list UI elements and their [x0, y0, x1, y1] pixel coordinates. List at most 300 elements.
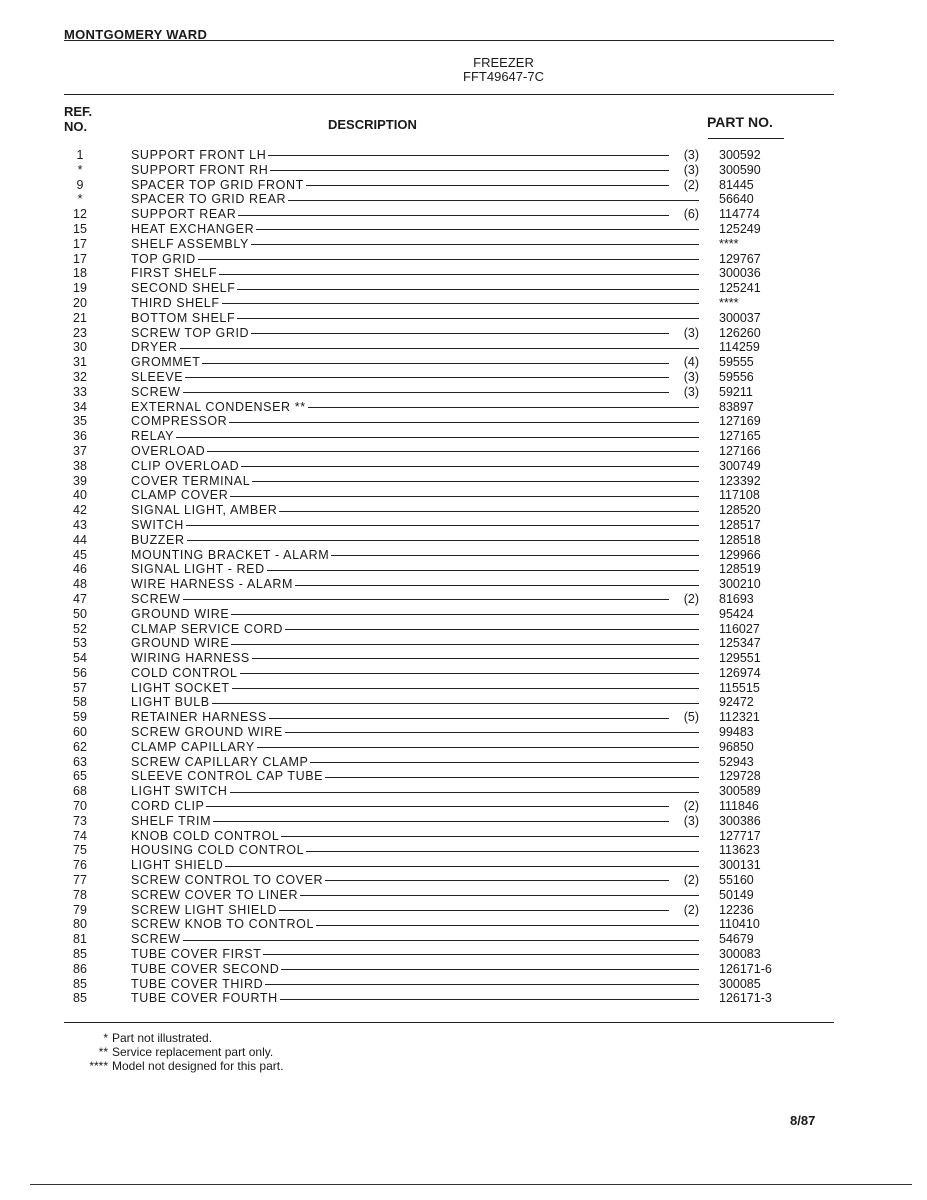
leader-line	[207, 451, 699, 452]
leader-line	[225, 866, 699, 867]
quantity: (4)	[669, 355, 699, 370]
part-number: 128517	[719, 517, 761, 532]
description-cell	[131, 932, 699, 947]
part-number: 300037	[719, 310, 761, 325]
part-number: 81445	[719, 177, 754, 192]
quantity: (3)	[669, 385, 699, 400]
part-number: 59556	[719, 369, 754, 384]
ref-number: 12	[73, 207, 87, 222]
description-cell	[131, 148, 699, 163]
table-row	[64, 252, 794, 267]
leader-line	[230, 792, 699, 793]
quantity: (2)	[669, 873, 699, 888]
table-row	[64, 414, 794, 429]
part-number: 300592	[719, 148, 761, 162]
table-row	[64, 843, 794, 858]
ref-number: 43	[73, 517, 87, 532]
part-description: GROUND WIRE	[131, 636, 230, 651]
leader-line	[231, 644, 699, 645]
ref-number: 60	[73, 725, 87, 740]
part-number: 116027	[719, 621, 760, 636]
table-row	[64, 799, 794, 814]
part-description: SUPPORT REAR	[131, 207, 237, 222]
part-description: SCREW COVER TO LINER	[131, 887, 299, 902]
description-cell	[131, 266, 699, 281]
quantity: (2)	[669, 178, 699, 193]
leader-line	[256, 229, 699, 230]
table-row	[64, 355, 794, 370]
part-number: 115515	[719, 680, 760, 695]
description-cell	[131, 947, 699, 962]
part-number: 128518	[719, 532, 761, 547]
part-number: 126171-6	[719, 961, 772, 976]
leader-line	[306, 185, 699, 186]
column-header-part-no: PART NO.	[707, 114, 773, 130]
description-cell	[131, 607, 699, 622]
description-cell	[131, 488, 699, 503]
ref-number: 37	[73, 443, 87, 458]
leader-line	[331, 555, 699, 556]
part-description: DRYER	[131, 340, 178, 355]
description-cell	[131, 355, 699, 370]
ref-number: 40	[73, 488, 87, 503]
description-cell	[131, 784, 699, 799]
description-cell	[131, 207, 699, 222]
part-description: SIGNAL LIGHT - RED	[131, 562, 265, 577]
leader-line	[263, 954, 699, 955]
description-cell	[131, 474, 699, 489]
ref-number: 17	[73, 236, 87, 251]
part-description: COVER TERMINAL	[131, 473, 251, 488]
ref-number: 20	[73, 295, 87, 310]
part-number: 59555	[719, 355, 754, 370]
ref-number: 44	[73, 532, 87, 547]
ref-number: 33	[73, 384, 87, 399]
leader-line	[308, 407, 699, 408]
ref-number: 45	[73, 547, 87, 562]
part-description: CLMAP SERVICE CORD	[131, 621, 284, 636]
table-row	[64, 562, 794, 577]
table-row	[64, 636, 794, 651]
part-number: 83897	[719, 399, 754, 414]
part-description: COLD CONTROL	[131, 665, 238, 680]
leader-line	[240, 673, 699, 674]
table-row	[64, 873, 794, 888]
leader-line	[183, 392, 699, 393]
part-number: 54679	[719, 932, 754, 947]
part-number: 128520	[719, 503, 761, 518]
part-number: 81693	[719, 591, 754, 606]
part-number: 126974	[719, 665, 761, 680]
description-cell	[131, 681, 699, 696]
description-cell	[131, 814, 699, 829]
leader-line	[202, 363, 699, 364]
description-cell	[131, 562, 699, 577]
part-description: SPACER TO GRID REAR	[131, 192, 287, 207]
description-cell	[131, 178, 699, 193]
leader-line	[229, 422, 699, 423]
table-row	[64, 444, 794, 459]
leader-line	[268, 155, 699, 156]
leader-line	[279, 511, 699, 512]
part-number: 114259	[719, 340, 760, 355]
leader-line	[257, 747, 699, 748]
ref-number: 77	[73, 873, 87, 888]
part-number: 126171-3	[719, 991, 772, 1006]
table-row	[64, 784, 794, 799]
part-number: 129767	[719, 251, 761, 266]
leader-line	[176, 437, 699, 438]
part-description: SCREW	[131, 591, 181, 606]
part-number: 300210	[719, 577, 761, 592]
part-number: 125347	[719, 636, 761, 651]
description-cell	[131, 548, 699, 563]
ref-number: 65	[73, 769, 87, 784]
part-description: MOUNTING BRACKET - ALARM	[131, 547, 330, 562]
description-cell	[131, 873, 699, 888]
description-cell	[131, 237, 699, 252]
ref-number: 78	[73, 887, 87, 902]
part-number: 111846	[719, 799, 759, 814]
ref-number: 42	[73, 503, 87, 518]
leader-line	[279, 910, 699, 911]
table-row	[64, 695, 794, 710]
part-description: HEAT EXCHANGER	[131, 221, 255, 236]
table-row	[64, 917, 794, 932]
ref-number: 30	[73, 340, 87, 355]
quantity: (3)	[669, 326, 699, 341]
leader-line	[213, 821, 699, 822]
table-row	[64, 148, 794, 163]
part-description: FIRST SHELF	[131, 266, 218, 281]
table-row	[64, 755, 794, 770]
ref-number: 48	[73, 577, 87, 592]
table-row	[64, 725, 794, 740]
part-number: 92472	[719, 695, 754, 710]
description-cell	[131, 903, 699, 918]
table-row	[64, 207, 794, 222]
part-description: SCREW CONTROL TO COVER	[131, 873, 324, 888]
leader-line	[295, 585, 699, 586]
ref-number: 63	[73, 754, 87, 769]
footnote	[68, 1031, 283, 1045]
table-row	[64, 829, 794, 844]
part-description: RELAY	[131, 429, 175, 444]
ref-number: 21	[73, 310, 87, 325]
part-number: 129551	[719, 651, 761, 666]
part-number: 300386	[719, 813, 761, 828]
part-number: 99483	[719, 725, 754, 740]
part-description: OVERLOAD	[131, 443, 206, 458]
part-description: TUBE COVER SECOND	[131, 961, 280, 976]
table-row	[64, 222, 794, 237]
part-number: 123392	[719, 473, 761, 488]
leader-line	[183, 940, 699, 941]
leader-line	[206, 806, 699, 807]
ref-number: 81	[73, 932, 87, 947]
description-cell	[131, 414, 699, 429]
leader-line	[180, 348, 699, 349]
part-number: 112321	[719, 710, 760, 725]
part-description: SCREW CAPILLARY CLAMP	[131, 754, 309, 769]
table-row	[64, 769, 794, 784]
description-cell	[131, 977, 699, 992]
ref-number: 34	[73, 399, 87, 414]
description-cell	[131, 370, 699, 385]
description-cell	[131, 710, 699, 725]
table-row	[64, 962, 794, 977]
description-cell	[131, 858, 699, 873]
leader-line	[285, 629, 699, 630]
table-row	[64, 903, 794, 918]
description-cell	[131, 695, 699, 710]
ref-number: 53	[73, 636, 87, 651]
leader-line	[186, 525, 699, 526]
ref-number: 38	[73, 458, 87, 473]
leader-line	[325, 777, 699, 778]
footnote-text: Part not illustrated.	[112, 1031, 213, 1045]
part-description: CLAMP CAPILLARY	[131, 739, 255, 754]
part-description: GROMMET	[131, 355, 201, 370]
description-cell	[131, 769, 699, 784]
part-number: 12236	[719, 902, 754, 917]
quantity: (5)	[669, 710, 699, 725]
leader-line	[219, 274, 699, 275]
footnote	[68, 1059, 283, 1073]
table-row	[64, 858, 794, 873]
description-cell	[131, 962, 699, 977]
leader-line	[265, 984, 699, 985]
title-rule	[64, 94, 834, 95]
quantity: (3)	[669, 370, 699, 385]
quantity: (3)	[669, 814, 699, 829]
description-cell	[131, 326, 699, 341]
table-row	[64, 666, 794, 681]
part-number: 117108	[719, 488, 760, 503]
table-row	[64, 296, 794, 311]
leader-line	[212, 703, 699, 704]
leader-line	[232, 688, 699, 689]
part-number: 127169	[719, 414, 761, 429]
description-cell	[131, 311, 699, 326]
part-number: 127166	[719, 443, 761, 458]
description-cell	[131, 622, 699, 637]
part-number: ****	[719, 295, 739, 310]
ref-number: 76	[73, 858, 87, 873]
table-row	[64, 326, 794, 341]
description-cell	[131, 725, 699, 740]
part-description: SCREW	[131, 932, 181, 947]
part-number: 300590	[719, 162, 761, 177]
brand-name: MONTGOMERY WARD	[64, 27, 208, 42]
description-cell	[131, 991, 699, 1006]
ref-number: 79	[73, 902, 87, 917]
table-row	[64, 681, 794, 696]
ref-number: 9	[76, 177, 84, 192]
part-number: 300131	[719, 858, 761, 873]
footnote-text: Model not designed for this part.	[112, 1059, 284, 1073]
ref-number: 36	[73, 429, 87, 444]
ref-number: 80	[73, 917, 87, 932]
table-row	[64, 607, 794, 622]
leader-line	[281, 969, 699, 970]
ref-number: *	[77, 162, 83, 177]
leader-line	[281, 836, 699, 837]
ref-number: 74	[73, 828, 87, 843]
table-row	[64, 814, 794, 829]
ref-number: 70	[73, 799, 87, 814]
part-description: TOP GRID	[131, 251, 196, 266]
ref-number: 54	[73, 651, 87, 666]
part-number: 129966	[719, 547, 761, 562]
table-row	[64, 548, 794, 563]
table-row	[64, 385, 794, 400]
ref-number: 31	[73, 355, 87, 370]
part-description: HOUSING COLD CONTROL	[131, 843, 305, 858]
table-row	[64, 340, 794, 355]
description-cell	[131, 192, 699, 207]
ref-number: 35	[73, 414, 87, 429]
table-row	[64, 370, 794, 385]
part-description: SUPPORT FRONT RH	[131, 162, 269, 177]
leader-line	[198, 259, 699, 260]
ref-number: 23	[73, 325, 87, 340]
quantity: (6)	[669, 207, 699, 222]
description-cell	[131, 533, 699, 548]
table-row	[64, 932, 794, 947]
ref-number: 17	[73, 251, 87, 266]
leader-line	[252, 481, 699, 482]
footnote-mark: ****	[89, 1059, 108, 1073]
part-description: BOTTOM SHELF	[131, 310, 236, 325]
description-cell	[131, 340, 699, 355]
footnote-mark: **	[98, 1045, 108, 1059]
part-description: EXTERNAL CONDENSER **	[131, 399, 306, 414]
part-number: 300085	[719, 976, 761, 991]
ref-number: 58	[73, 695, 87, 710]
ref-number: 85	[73, 976, 87, 991]
part-description: SHELF TRIM	[131, 813, 212, 828]
quantity: (2)	[669, 903, 699, 918]
ref-number: 46	[73, 562, 87, 577]
ref-number: 32	[73, 369, 87, 384]
part-description: SUPPORT FRONT LH	[131, 148, 267, 162]
leader-line	[251, 244, 699, 245]
part-description: SLEEVE	[131, 369, 184, 384]
part-description: RETAINER HARNESS	[131, 710, 267, 725]
table-row	[64, 488, 794, 503]
leader-line	[270, 170, 699, 171]
part-description: TUBE COVER FIRST	[131, 947, 262, 962]
ref-number: 50	[73, 606, 87, 621]
leader-line	[252, 658, 699, 659]
description-cell	[131, 459, 699, 474]
part-number: 300083	[719, 947, 761, 962]
leader-line	[185, 377, 699, 378]
description-cell	[131, 740, 699, 755]
description-cell	[131, 444, 699, 459]
parts-list	[64, 148, 794, 1006]
table-row	[64, 459, 794, 474]
part-number: 110410	[719, 917, 760, 932]
description-cell	[131, 252, 699, 267]
description-cell	[131, 163, 699, 178]
part-number: 126260	[719, 325, 761, 340]
column-header-ref-no: NO.	[64, 119, 88, 134]
footnote-text: Service replacement part only.	[112, 1045, 274, 1059]
description-cell	[131, 385, 699, 400]
description-cell	[131, 281, 699, 296]
leader-line	[288, 200, 699, 201]
ref-number: 56	[73, 665, 87, 680]
leader-line	[310, 762, 699, 763]
leader-line	[269, 718, 699, 719]
page-bottom-rule	[30, 1184, 912, 1185]
part-description: WIRING HARNESS	[131, 651, 250, 666]
leader-line	[231, 614, 699, 615]
leader-line	[241, 466, 699, 467]
part-description: GROUND WIRE	[131, 606, 230, 621]
table-row	[64, 991, 794, 1006]
table-row	[64, 163, 794, 178]
ref-number: *	[77, 192, 83, 207]
part-description: SWITCH	[131, 517, 184, 532]
description-cell	[131, 592, 699, 607]
description-cell	[131, 503, 699, 518]
description-cell	[131, 577, 699, 592]
description-cell	[131, 296, 699, 311]
ref-number: 1	[76, 148, 84, 162]
part-number: 127165	[719, 429, 761, 444]
part-number: 56640	[719, 192, 754, 207]
leader-line	[222, 303, 699, 304]
table-row	[64, 740, 794, 755]
table-row	[64, 577, 794, 592]
description-cell	[131, 917, 699, 932]
table-row	[64, 518, 794, 533]
ref-number: 85	[73, 991, 87, 1006]
part-number: 50149	[719, 887, 754, 902]
leader-line	[230, 496, 699, 497]
table-row	[64, 592, 794, 607]
table-row	[64, 237, 794, 252]
part-number: 125241	[719, 281, 761, 296]
leader-line	[316, 925, 699, 926]
table-row	[64, 977, 794, 992]
ref-number: 85	[73, 947, 87, 962]
part-description: CLAMP COVER	[131, 488, 229, 503]
description-cell	[131, 829, 699, 844]
leader-line	[267, 570, 699, 571]
part-description: SHELF ASSEMBLY	[131, 236, 249, 251]
table-row	[64, 947, 794, 962]
table-row	[64, 710, 794, 725]
part-description: TUBE COVER FOURTH	[131, 991, 278, 1006]
leader-line	[285, 732, 699, 733]
document-title: FREEZER	[473, 55, 534, 70]
part-description: SLEEVE CONTROL CAP TUBE	[131, 769, 324, 784]
part-header-rule	[708, 138, 784, 139]
part-number: 129728	[719, 769, 761, 784]
part-description: SCREW LIGHT SHIELD	[131, 902, 278, 917]
footnote-mark: *	[103, 1031, 108, 1045]
part-description: BUZZER	[131, 532, 185, 547]
description-cell	[131, 636, 699, 651]
part-description: SCREW TOP GRID	[131, 325, 250, 340]
header-rule	[64, 40, 834, 41]
table-row	[64, 622, 794, 637]
footnotes	[68, 1031, 283, 1073]
